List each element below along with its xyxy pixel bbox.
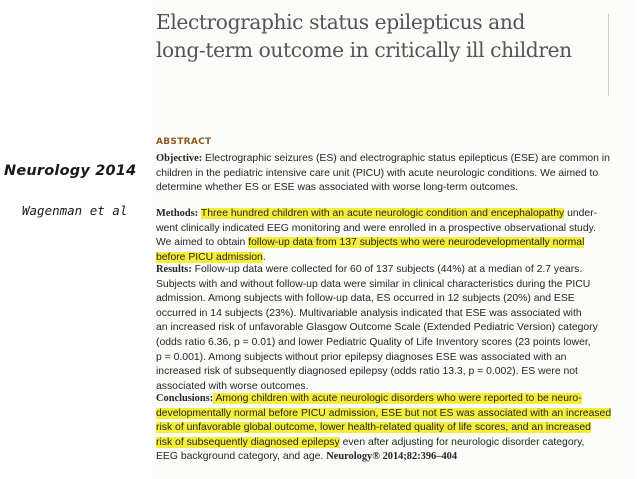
- objective-line-1: [156, 152, 630, 167]
- objective-text-1: Electrographic seizures (ES) and electrographic status epilepticus (ESE) are common in: [202, 153, 610, 164]
- methods-text-4: .: [262, 251, 266, 263]
- conclusions-line-2: [156, 407, 630, 422]
- results-line-8: increased risk of subsequently diagnosed epilepsy (odds ratio 13.3, p = 0.002). ES were not: [156, 366, 578, 378]
- results-line-6: (odds ratio 6.36, p = 0.01) and lower Pediatric Quality of Life Inventory scores (23 points lower,: [156, 336, 591, 348]
- title-line-2: long-term outcome in critically ill children: [156, 38, 572, 62]
- methods-text-1: under-: [564, 208, 598, 219]
- objective-label: Objective:: [156, 153, 203, 164]
- results-section: [156, 263, 630, 394]
- citation: Neurology® 2014;82:396–404: [326, 451, 458, 463]
- conclusions-text-4: even after adjusting for neurologic disorder category,: [339, 436, 585, 448]
- conclusions-line-4: [156, 436, 630, 451]
- methods-highlight-1: Three hundred children with an acute neurologic condition and encephalopathy: [200, 208, 565, 219]
- objective-section: [156, 152, 630, 196]
- conclusions-line-1: [156, 392, 630, 407]
- results-line-1: [156, 263, 630, 278]
- conclusions-section: [156, 392, 630, 465]
- methods-highlight-4: before PICU admission: [156, 251, 263, 263]
- results-line-3: admission. Among subjects with follow-up data, ES occurred in 12 subjects (20%) and ESE: [156, 293, 575, 305]
- journal-label: Neurology 2014: [4, 163, 137, 179]
- title-line-1: Electrographic status epilepticus and: [156, 10, 525, 34]
- abstract-heading: ABSTRACT: [156, 137, 212, 147]
- conclusions-label: Conclusions:: [156, 393, 214, 404]
- results-label: Results:: [156, 264, 192, 275]
- methods-highlight-3: follow-up data from 137 subjects who were neurodevelopmentally normal: [248, 237, 585, 249]
- results-text-1: Follow-up data were collected for 60 of 137 subjects (44%) at a median of 2.7 years.: [191, 264, 583, 275]
- methods-section: [156, 207, 630, 265]
- column-divider: [608, 14, 609, 96]
- objective-line-2: children in the pediatric intensive care unit (PICU) with acute neurologic conditions. We aimed to: [156, 167, 599, 179]
- paper-title: [156, 8, 626, 64]
- results-line-4: occurred in 14 subjects (23%). Multivariable analysis indicated that ESE was associated with: [156, 307, 582, 319]
- results-line-5: an increased risk of unfavorable Glasgow Outcome Scale (Extended Pediatric Version) category: [156, 322, 598, 334]
- paper-page: [152, 0, 634, 479]
- results-line-2: Subjects with and without follow-up data were similar in clinical characteristics during the PICU: [156, 278, 591, 290]
- methods-line-3: [156, 236, 630, 251]
- objective-line-3: determine whether ES or ESE was associated with worse long-term outcomes.: [156, 182, 519, 194]
- conclusions-highlight-3: risk of unfavorable global outcome, lower health-related quality of life scores, and an increased: [156, 422, 591, 434]
- methods-line-2: went clinically indicated EEG monitoring and were enrolled in a prospective observational study.: [156, 222, 596, 234]
- results-line-7: p = 0.001). Among subjects without prior epilepsy diagnoses ESE was associated with an: [156, 351, 567, 363]
- methods-text-3: We aimed to obtain: [156, 237, 249, 249]
- results-line-9: associated with worse outcomes.: [156, 380, 309, 392]
- author-label: Wagenman et al: [22, 203, 128, 218]
- conclusions-highlight-4: risk of subsequently diagnosed epilepsy: [156, 436, 340, 448]
- conclusions-highlight-2: developmentally normal before PICU admission, ESE but not ES was associated with an increased: [156, 407, 612, 419]
- methods-label: Methods:: [156, 208, 199, 219]
- conclusions-text-5: EEG background category, and age.: [156, 451, 327, 463]
- methods-line-1: [156, 207, 630, 222]
- conclusions-line-3: [156, 421, 630, 436]
- conclusions-highlight-1: Among children with acute neurologic disorders who were reported to be neuro-: [213, 393, 582, 404]
- conclusions-line-5: [156, 450, 630, 465]
